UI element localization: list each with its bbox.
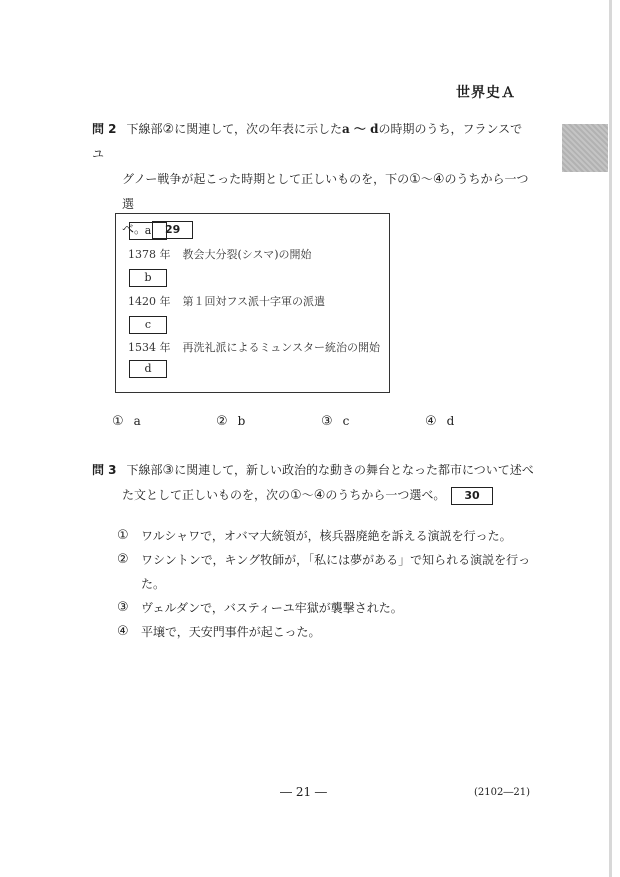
choice-1[interactable] [112,414,141,429]
q3-option-4[interactable] [117,620,537,644]
q2-text-1b: に関連して，次の年表に示した [174,122,342,136]
q3-text-2b: のうちから一つ選べ。 [325,488,446,502]
q3-option-1[interactable] [117,524,537,548]
event-year: 1420 年 [128,295,171,308]
q3-option-3[interactable] [117,596,537,620]
q2-range-end: ④ [432,172,445,187]
q3-text-1a: 下線部 [126,463,163,477]
event-text: 再洗礼派によるミュンスター統治の開始 [182,341,380,354]
option-mark: ④ [117,624,129,639]
q3-option-2[interactable] [117,548,537,596]
event-text: 教会大分裂(シスマ)の開始 [182,248,312,261]
q2-line-1 [92,117,532,167]
q2-line-2 [92,167,532,217]
choice-3[interactable] [321,414,349,429]
choice-mark: ③ [321,414,333,429]
timeline-event [128,293,325,309]
q2-text-1c: の時期のうち，フランスでユ [92,122,523,161]
q3-label: 問 3 [92,463,117,477]
choice-label: c [342,414,350,428]
page-edge-shadow [609,0,612,877]
q3-answer-box[interactable]: 30 [451,487,492,505]
q3-range-end: ④ [313,488,326,503]
option-text: ワルシャワで，オバマ大統領が，核兵器廃絶を訴える演説を行った。 [141,529,512,543]
q2-text-3: べ。 [122,222,147,236]
q3-underline-ref: ③ [162,463,175,478]
q2-underline-ref: ② [162,122,175,137]
q3-text-1b: に関連して，新しい政治的な動きの舞台となった都市について述べ [174,463,534,477]
page-number: ― 21 ― [280,785,327,799]
choice-2[interactable] [216,414,245,429]
q3-range-start: ① [290,488,302,503]
event-text: 第１回対フス派十字軍の派遣 [182,295,326,308]
choice-mark: ① [112,414,124,429]
option-mark: ① [117,528,129,543]
q2-range-start: ① [409,172,421,187]
q2-text-2-end: のうちから一つ選 [122,172,529,211]
period-box-a: a [129,222,167,240]
choice-label: d [446,414,455,428]
option-mark: ③ [117,600,129,615]
timeline-table [115,213,390,393]
document-code: (2102―21) [474,787,530,798]
q3-range-sep: ～ [301,488,314,502]
q2-answer-box[interactable]: 29 [152,221,193,239]
option-mark: ② [117,552,129,567]
option-text: 平壌で，天安門事件が起こった。 [141,625,321,639]
period-box-c: c [129,316,167,334]
option-text: ワシントンで，キング牧師が，「私には夢がある」で知られる演説を行った。 [141,553,531,591]
question-3 [92,458,537,508]
q2-label: 問 2 [92,122,117,136]
choice-label: b [237,414,246,428]
q3-options [117,524,537,644]
subject-header: 世界史Ａ [456,85,516,101]
q3-line-1 [92,458,537,483]
q2-range-sep: ～ [420,172,433,186]
period-box-b: b [129,269,167,287]
choice-label: a [133,414,141,428]
option-text: ヴェルダンで，バスティーユ牢獄が襲撃された。 [141,601,403,615]
q2-period-range: a ～ d [341,122,379,136]
timeline-event [128,246,312,262]
choice-mark: ② [216,414,228,429]
event-year: 1534 年 [128,341,171,354]
section-index-tab [562,124,608,172]
timeline-event [128,339,380,355]
event-year: 1378 年 [128,248,171,261]
q2-choices [112,414,492,434]
q2-text-2: グノー戦争が起こった時期として正しいものを，下の [122,172,410,186]
choice-4[interactable] [425,414,454,429]
q3-line-2 [92,483,537,508]
period-box-d: d [129,360,167,378]
q2-text-1a: 下線部 [126,122,163,136]
q3-text-2a: た文として正しいものを，次の [122,488,291,502]
choice-mark: ④ [425,414,437,429]
